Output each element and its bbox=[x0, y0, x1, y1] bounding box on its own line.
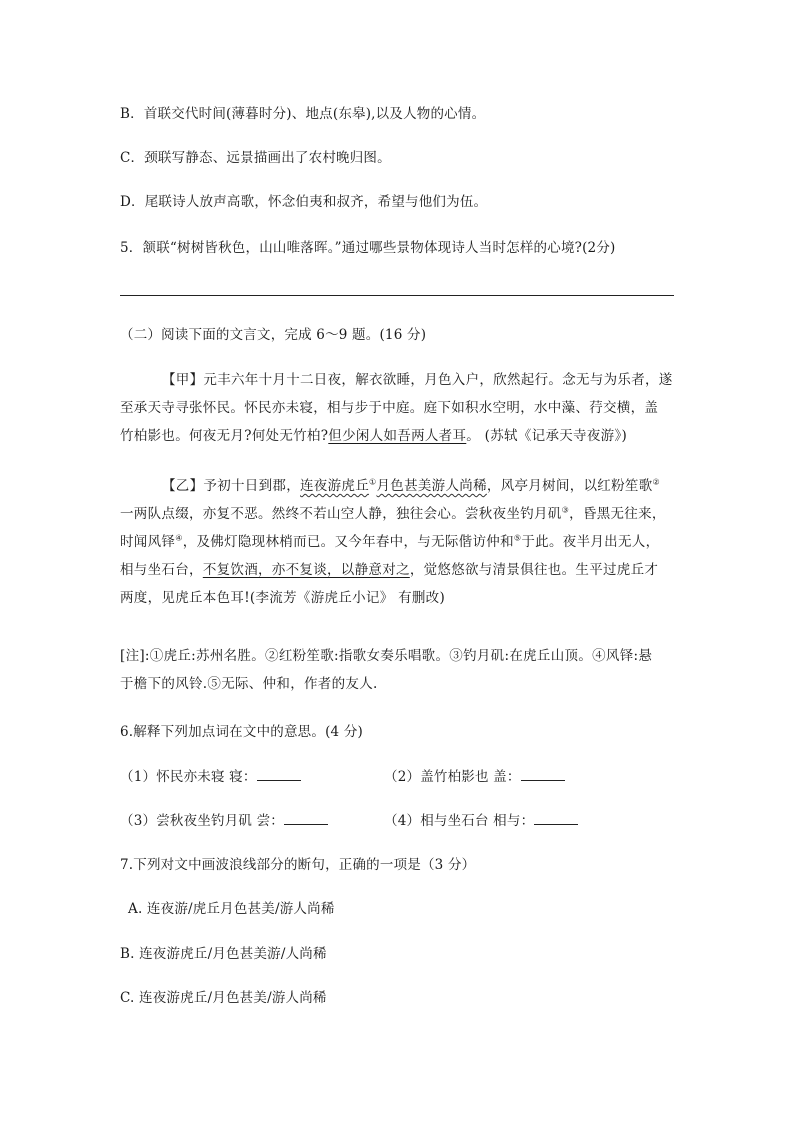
note-mark-2: ② bbox=[652, 477, 660, 487]
q7-option-c[interactable]: C. 连夜游虎丘/月色甚美/游人尚稀 bbox=[120, 990, 327, 1006]
option-b-q4: B．首联交代时间(薄暮时分)、地点(东皋),以及人物的心情。 bbox=[120, 106, 486, 122]
answer-line-q5[interactable] bbox=[120, 295, 674, 296]
yi-line-3: 时闻风铎④，及佛灯隐现林梢而已。又今年春中，与无际偕访仲和⑤于此。夜半月出无人， bbox=[120, 533, 660, 550]
passage-jia bbox=[120, 366, 678, 450]
underlined-sentence-yi: 不复饮酒，亦不复谈，以静意对之 bbox=[202, 562, 410, 578]
note-mark-5: ⑤ bbox=[513, 533, 522, 543]
yi-line-4: 相与坐石台，不复饮酒，亦不复谈，以静意对之，觉悠悠欲与清景俱往也。生平过虎丘才 bbox=[120, 562, 659, 578]
q6-item-3: （3）尝秋夜坐钓月矶 尝： bbox=[120, 810, 328, 831]
section-2-title: （二）阅读下面的文言文，完成 6～9 题。(16 分) bbox=[120, 327, 427, 343]
question-7-title: 7.下列对文中画波浪线部分的断句，正确的一项是（3 分） bbox=[120, 857, 476, 873]
jia-line-2: 至承天寺寻张怀民。怀民亦未寝，相与步于中庭。庭下如积水空明，水中藻、荇交横，盖 bbox=[120, 400, 659, 416]
q6-item-1: （1）怀民亦未寝 寝： bbox=[120, 766, 301, 787]
question-6-title: 6.解释下列加点词在文中的意思。(4 分) bbox=[120, 724, 363, 740]
yi-line-1: 【乙】予初十日到郡，连夜游虎丘①月色甚美游人尚稀，风亭月树间，以红粉笙歌② bbox=[162, 477, 660, 494]
notes-line-1: [注]:①虎丘:苏州名胜。②红粉笙歌:指歌女奏乐唱歌。③钓月矶:在虎丘山顶。④风铎:悬 bbox=[120, 648, 653, 664]
q6-blank-2[interactable] bbox=[521, 766, 565, 781]
jia-line-1: 【甲】元丰六年十月十二日夜，解衣欲睡，月色入户，欣然起行。念无与为乐者，遂 bbox=[162, 372, 673, 388]
passage-yi bbox=[120, 472, 678, 612]
note-mark-4: ④ bbox=[175, 533, 183, 543]
q7-option-a[interactable]: A. 连夜游/虎丘月色甚美/游人尚稀 bbox=[128, 901, 335, 917]
notes bbox=[120, 642, 680, 698]
notes-line-2: 于檐下的风铃.⑤无际、仲和，作者的友人. bbox=[120, 676, 378, 692]
q6-item-2: （2）盖竹柏影也 盖： bbox=[384, 766, 565, 787]
q6-blank-1[interactable] bbox=[257, 766, 301, 781]
q6-blank-4[interactable] bbox=[534, 810, 578, 825]
yi-line-5: 两度，见虎丘本色耳!(李流芳《游虎丘小记》 有删改) bbox=[120, 590, 446, 606]
note-mark-1: ① bbox=[369, 477, 377, 487]
option-d-q4: D．尾联诗人放声高歌，怀念伯夷和叔齐，希望与他们为伍。 bbox=[120, 194, 488, 210]
yi-line-2: 一两队点缀，亦复不恶。然终不若山空人静，独往会心。尝秋夜坐钓月矶③，昏黑无往来， bbox=[120, 505, 666, 522]
q6-blank-3[interactable] bbox=[284, 810, 328, 825]
wavy-segment-1: 连夜游虎丘 bbox=[300, 478, 369, 494]
underlined-sentence-jia: 但少闲人如吾两人者耳 bbox=[328, 428, 467, 444]
question-5: 5．颔联“树树皆秋色，山山唯落晖。”通过哪些景物体现诗人当时怎样的心境?(2分) bbox=[120, 240, 616, 256]
q7-option-b[interactable]: B. 连夜游虎丘/月色甚美游/人尚稀 bbox=[120, 946, 327, 962]
option-c-q4: C．颈联写静态、远景描画出了农村晚归图。 bbox=[120, 150, 391, 166]
note-mark-3: ③ bbox=[561, 505, 570, 515]
jia-line-3: 竹柏影也。何夜无月?何处无竹柏?但少闲人如吾两人者耳。 (苏轼《记承天寺夜游》) bbox=[120, 428, 628, 444]
q6-item-4: （4）相与坐石台 相与： bbox=[384, 810, 578, 831]
wavy-segment-2: 月色甚美游人尚稀 bbox=[376, 478, 487, 494]
